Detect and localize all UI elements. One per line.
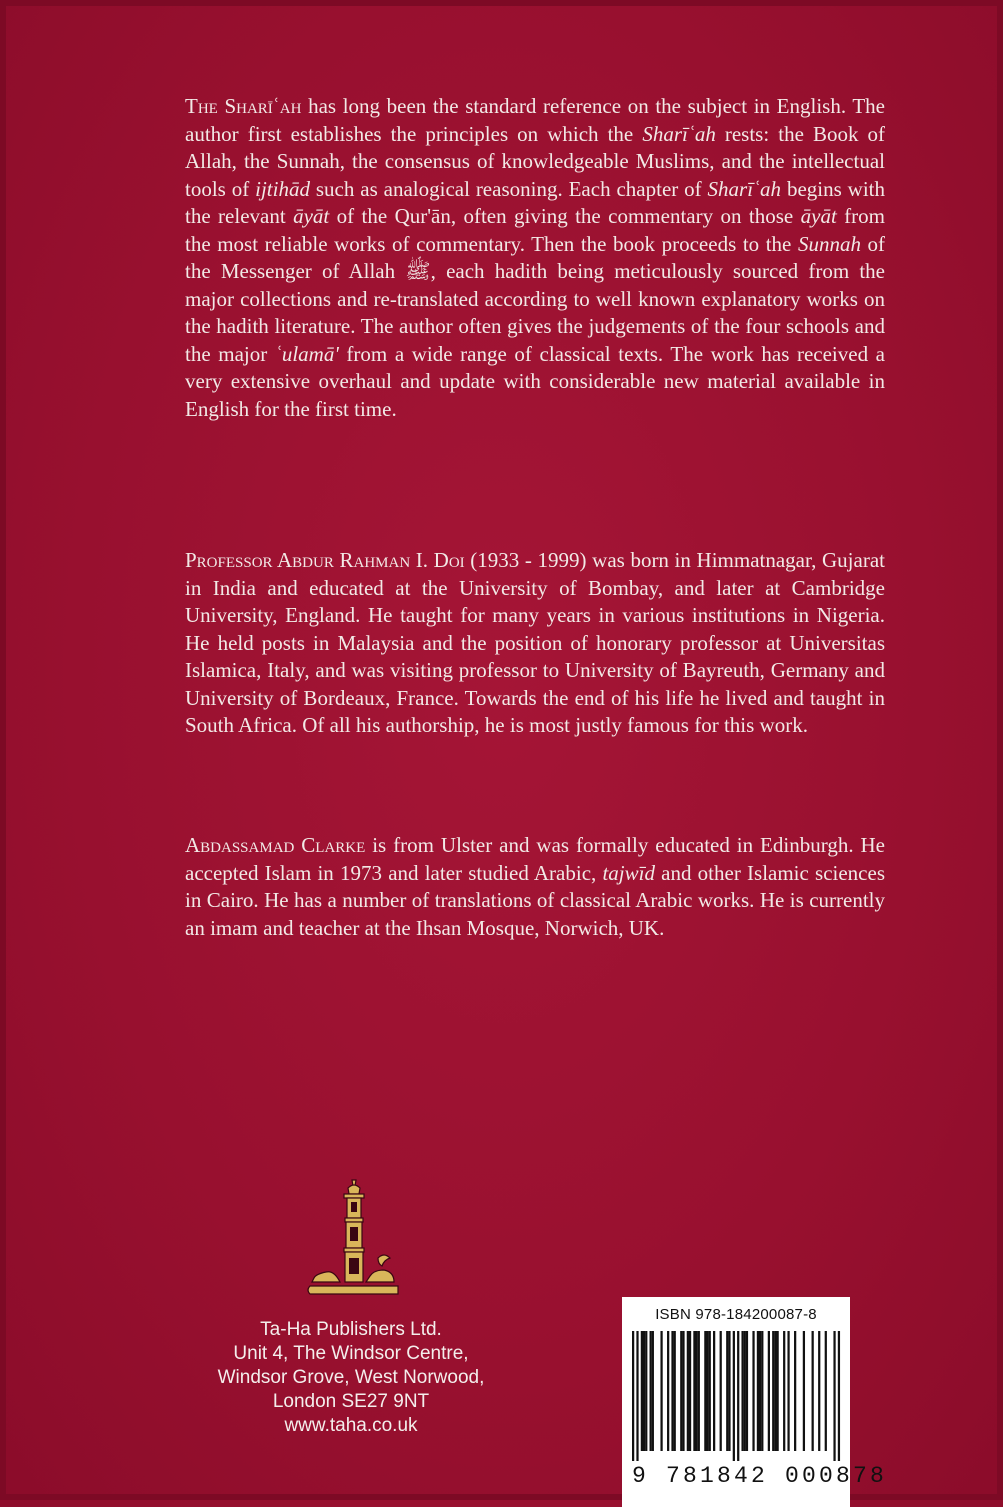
barcode-bar bbox=[772, 1331, 774, 1451]
barcode-bar bbox=[752, 1331, 754, 1451]
publisher-name: Ta-Ha Publishers Ltd. bbox=[260, 1319, 442, 1340]
italic-term: Sharīʿah bbox=[642, 121, 716, 146]
barcode-bar bbox=[680, 1331, 682, 1451]
author-bio-paragraph bbox=[185, 547, 885, 740]
book-description-paragraph bbox=[185, 93, 885, 423]
barcode-bar bbox=[759, 1331, 761, 1451]
barcode-bar bbox=[728, 1331, 730, 1451]
barcode-bar bbox=[768, 1331, 770, 1451]
barcode-bar bbox=[818, 1331, 820, 1451]
author-bio-text: (1933 - 1999) was born in Himmatnagar, Gujarat in India and educated at the University of Bombay, and later at Cambridge University, England. He taught for many years in various institutions in Nigeria. He held posts in Malaysia and the position of honorary professor at Universitas Islamica, Italy, and was visiting professor to University of Bayreuth, Germany and University of Bordeaux, France. Towards the end of his life he lived and taught in South Africa. Of all his authorship, he is most justly famous for this work. bbox=[185, 548, 885, 737]
barcode-bar bbox=[704, 1331, 706, 1451]
editor-bio-text: and other Islamic sciences in Cairo. He has a number of translations of classical Arabic works. He is currently an imam and teacher at the Ihsan Mosque, Norwich, UK. bbox=[185, 860, 885, 940]
barcode-bar bbox=[833, 1331, 835, 1461]
barcode-bar bbox=[667, 1331, 669, 1451]
barcode-bar bbox=[709, 1331, 711, 1451]
barcode-bar bbox=[783, 1331, 785, 1451]
barcode-bar bbox=[761, 1331, 763, 1451]
barcode-bar bbox=[645, 1331, 647, 1451]
barcode-bar bbox=[744, 1331, 746, 1451]
italic-term: Sunnah bbox=[797, 231, 861, 256]
barcode-bar bbox=[636, 1331, 638, 1461]
barcode-bar bbox=[812, 1331, 814, 1451]
barcode-bar bbox=[682, 1331, 684, 1451]
barcode-bar bbox=[650, 1331, 652, 1451]
barcode-bar bbox=[746, 1331, 748, 1451]
barcode-bar bbox=[671, 1331, 673, 1451]
italic-term: ʿulamā' bbox=[274, 341, 339, 366]
barcode-bar bbox=[632, 1331, 634, 1461]
barcode-bar bbox=[777, 1331, 779, 1451]
barcode-bar bbox=[689, 1331, 691, 1451]
description-text: from a wide range of classical texts. The work has received a very extensive overhaul and update with considerable new material available in English for the first time. bbox=[185, 341, 885, 421]
barcode-bar bbox=[733, 1331, 735, 1461]
publisher-address-line: Windsor Grove, West Norwood, bbox=[217, 1367, 485, 1388]
barcode-bar bbox=[687, 1331, 689, 1451]
barcode-digits: 9 781842 000878 bbox=[632, 1463, 888, 1489]
publisher-website: www.taha.co.uk bbox=[284, 1415, 418, 1436]
description-text: such as analogical reasoning. Each chapter of bbox=[309, 176, 708, 201]
barcode-bar bbox=[674, 1331, 676, 1451]
barcode-bar bbox=[803, 1331, 805, 1451]
barcode-bar bbox=[698, 1331, 700, 1451]
barcode-bar bbox=[720, 1331, 722, 1451]
description-text: of the Messenger of Allah ﷺ, each hadith being meticulously sourced from the major collections and re-translated according to well known explanatory works on the hadith literature. The author often gives the judgements of the four schools and the major bbox=[185, 231, 885, 366]
barcode-bar bbox=[726, 1331, 728, 1451]
barcode-bar bbox=[825, 1331, 827, 1451]
barcode-bar bbox=[643, 1331, 645, 1451]
description-text: of the Qur'ān, often giving the commentary on those bbox=[329, 204, 801, 228]
barcode-bar bbox=[838, 1331, 840, 1461]
publisher-address-line: London SE27 9NT bbox=[272, 1391, 430, 1412]
barcode-bar bbox=[794, 1331, 796, 1451]
description-text: begins with the relevant bbox=[185, 176, 885, 228]
barcode-bar bbox=[652, 1331, 654, 1451]
barcode-bar bbox=[713, 1331, 715, 1451]
barcode-bar bbox=[737, 1331, 739, 1461]
isbn-barcode bbox=[622, 1297, 888, 1507]
lead-title: The Sharīʿah bbox=[185, 94, 302, 118]
barcode-bar bbox=[757, 1331, 759, 1451]
editor-bio-paragraph bbox=[185, 832, 885, 942]
publisher-address-block bbox=[206, 1318, 496, 1438]
italic-term: tajwīd bbox=[602, 860, 655, 885]
barcode-bar bbox=[641, 1331, 643, 1451]
description-text: has long been the standard reference on the subject in English. The author first establishes the principles on which the bbox=[185, 94, 885, 146]
description-text: rests: the Book of Allah, the Sunnah, the consensus of knowledgeable Muslims, and the intellectual tools of bbox=[185, 121, 885, 201]
editor-bio-text: is from Ulster and was formally educated in Edinburgh. He accepted Islam in 1973 and later studied Arabic, bbox=[185, 833, 886, 885]
isbn-label: ISBN 978-184200087-8 bbox=[655, 1306, 817, 1323]
barcode-bar bbox=[693, 1331, 695, 1451]
barcode-bar bbox=[741, 1331, 743, 1451]
publisher-address-line: Unit 4, The Windsor Centre, bbox=[233, 1343, 469, 1364]
barcode-bar bbox=[774, 1331, 776, 1451]
italic-term: āyāt bbox=[800, 204, 837, 228]
barcode-bars bbox=[632, 1331, 840, 1461]
barcode-bar bbox=[660, 1331, 662, 1451]
italic-term: Sharīʿah bbox=[707, 176, 782, 201]
italic-term: ijtihād bbox=[255, 176, 310, 201]
author-name: Professor Abdur Rahman I. Doi bbox=[185, 548, 465, 572]
editor-name: Abdassamad Clarke bbox=[185, 833, 366, 857]
description-text: from the most reliable works of commentary. Then the book proceeds to the bbox=[185, 204, 885, 256]
barcode-bar bbox=[706, 1331, 708, 1451]
barcode-bar bbox=[695, 1331, 697, 1451]
barcode-bar bbox=[787, 1331, 789, 1451]
italic-term: āyāt bbox=[293, 204, 330, 228]
publisher-logo-icon bbox=[304, 1178, 404, 1298]
